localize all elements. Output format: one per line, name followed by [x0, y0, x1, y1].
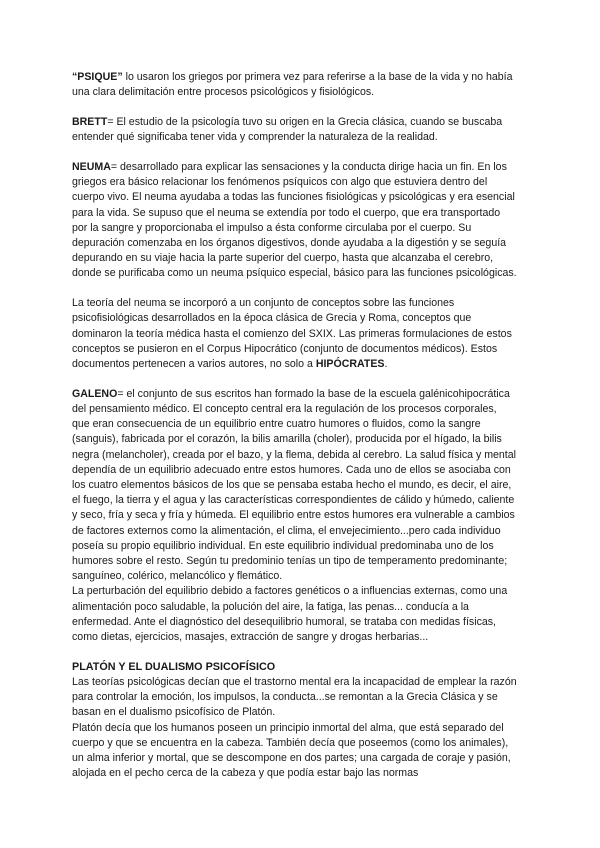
text-neuma: = desarrollado para explicar las sensaciones y la conducta dirige hacia un fin. En los griegos era básico relacionar los fenómenos psíquicos con algo que estuviera dentro del cuerpo vivo. El neuma ayudaba a todas las funciones fisiológicas y psicológicas y era esencial para la vida. Se supuso que el neuma se extendía por todo el cuerpo, que era transportado por la sangre y proporcionaba el impulso a ésta conforme circulaba por el cuerpo. Su depuración comenzaba en los órganos digestivos, donde ayudaba a la digestión y se seguía depurando en su viaje hacia la parte superior del cuerpo, hasta que alcanzaba el cerebro, donde se purificaba como un neuma psíquico especial, básico para las funciones psicológicas. [72, 161, 517, 280]
term-galeno: GALENO [72, 387, 118, 400]
paragraph-perturbacion [72, 584, 517, 645]
term-hipocrates: HIPÓCRATES [315, 358, 385, 371]
paragraph-galeno [72, 387, 517, 585]
text-perturbacion: La perturbación del equilibrio debido a factores genéticos o a influencias externas, como una alimentación poco saludable, la polución del aire, la fatiga, las penas... conducía a la enfermedad. Ante el diagnóstico del desequilibrio humoral, se trataba con medidas físicas, como dietas, ejercicios, masajes, extracción de sangre y drogas herbarias... [72, 585, 508, 644]
section-heading-platon: PLATÓN Y EL DUALISMO PSICOFÍSICO [72, 660, 276, 673]
text-brett: = El estudio de la psicología tuvo su origen en la Grecia clásica, cuando se buscaba entender qué significaba tener vida y comprender la naturaleza de la realidad. [72, 116, 503, 144]
paragraph-platon-2: Platón decía que los humanos poseen un principio inmortal del alma, que está separado del cuerpo y que se encuentra en la cabeza. También decía que poseemos (como los animales), un alma inferior y mortal, que se descompone en dos partes; una cargada de coraje y pasión, alojada en el pecho cerca de la cabeza y que podía estar bajo las normas [72, 721, 511, 780]
paragraph-neuma [72, 160, 517, 282]
paragraph-psique [72, 70, 517, 100]
paragraph-platon-1: Las teorías psicológicas decían que el trastorno mental era la incapacidad de emplear la razón para controlar la emoción, los impulsos, la conducta...se remontan a la Grecia Clásica y se basan en el dualismo psicofísico de Platón. [72, 676, 517, 719]
term-brett: BRETT [72, 116, 108, 128]
text-neuma-theory: La teoría del neuma se incorporó a un conjunto de conceptos sobre las funciones psicofisiológicas desarrollados en la época clásica de Grecia y Roma, conceptos que dominaron la teoría médica hasta el comienzo del SXIX. Las primeras formulaciones de estos conceptos se pusieron en el Corpus Hipocrático (conjunto de documentos médicos). Estos documentos pertenecen a varios autores, no solo a [72, 297, 512, 371]
paragraph-brett [72, 115, 517, 145]
paragraph-neuma-theory [72, 296, 517, 372]
term-neuma: NEUMA [72, 161, 111, 173]
text-neuma-theory-end: . [384, 358, 388, 371]
text-psique: lo usaron los griegos por primera vez para referirse a la base de la vida y no había una clara delimitación entre procesos psicológicos y fisiológicos. [72, 71, 513, 99]
term-psique: “PSIQUE” [72, 71, 123, 83]
text-galeno: = el conjunto de sus escritos han formado la base de la escuela galénicohipocrática del pensamiento médico. El concepto central era la regulación de los procesos corporales, que eran consecuencia de un equilibrio entre cuatro humores o fluidos, como la sangre (sanguis), fabricada por el corazón, la bilis amarilla (choler), producida por el hígado, la bilis negra (melancholer), creada por el bazo, y la flema, debida al cerebro. La salud física y mental dependía de un equilibrio adecuado entre estos humores. Cada uno de ellos se asociaba con los cuatro elementos básicos de los que se pensaba estaba hecho el mundo, es decir, el aire, el fuego, la tierra y el agua y las características correspondientes de cálido y húmedo, caliente y seco, fría y seca y fría y húmeda. El equilibrio entre estos humores era vulnerable a cambios de factores externos como la alimentación, el clima, el envejecimiento...pero cada individuo poseía su propio equilibrio individual. En este equilibrio individual predominaba uno de los humores sobre el resto. Según tu predominio tenías un tipo de temperamento predominante; sanguíneo, colérico, melancólico y flemático. [72, 387, 516, 583]
